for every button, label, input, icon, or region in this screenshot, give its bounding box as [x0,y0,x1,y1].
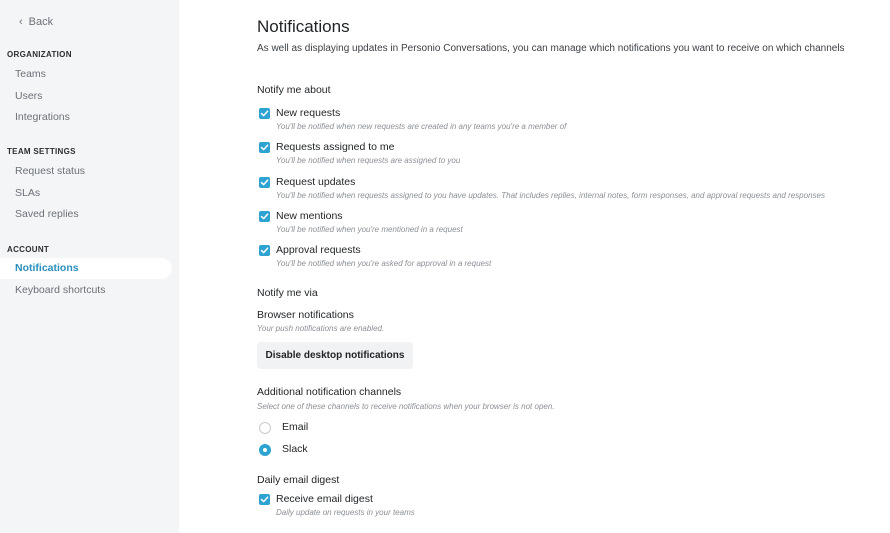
sidebar-item-users[interactable]: Users [15,90,43,102]
check-icon [260,212,269,221]
browser-notifications-title: Browser notifications [257,309,354,321]
check-icon [260,109,269,118]
new-requests-label: New requests [276,107,341,119]
back-link[interactable] [19,16,53,28]
slack-radio[interactable] [259,444,271,456]
sidebar-item-teams[interactable]: Teams [15,68,46,80]
notify-via-title: Notify me via [257,287,318,299]
approval-requests-help: You'll be notified when you're asked for approval in a request [276,259,492,268]
check-icon [260,143,269,152]
email-digest-checkbox[interactable] [259,494,270,505]
check-icon [260,178,269,187]
section-account-label: ACCOUNT [7,245,50,254]
email-radio-label: Email [282,421,309,433]
daily-digest-title: Daily email digest [257,474,340,486]
check-icon [260,246,269,255]
page-title: Notifications [257,17,350,36]
additional-channels-title: Additional notification channels [257,386,402,398]
chevron-left-icon: ‹ [19,15,23,28]
new-mentions-checkbox[interactable] [259,211,270,222]
requests-assigned-help: You'll be notified when requests are assigned to you [276,156,461,165]
requests-assigned-label: Requests assigned to me [276,141,395,153]
email-digest-label: Receive email digest [276,493,373,505]
new-mentions-label: New mentions [276,210,343,222]
sidebar-item-notifications-label: Notifications [15,262,79,274]
sidebar-item-keyboard-shortcuts[interactable]: Keyboard shortcuts [15,284,106,296]
sidebar-item-request-status[interactable]: Request status [15,165,86,177]
slack-radio-label: Slack [282,443,308,455]
request-updates-help: You'll be notified when requests assigned to you have updates. That includes replies, internal notes, form responses, and approval requests and responses [276,191,825,200]
back-label: Back [28,16,54,28]
section-organization-label: ORGANIZATION [7,50,72,59]
new-requests-checkbox[interactable] [259,108,270,119]
sidebar-item-saved-replies[interactable]: Saved replies [15,208,79,220]
page-subtitle: As well as displaying updates in Personio Conversations, you can manage which notifications you want to receive on which channels [257,43,845,54]
notify-about-title: Notify me about [257,84,331,96]
disable-desktop-notifications-button[interactable]: Disable desktop notifications [257,342,413,369]
new-requests-help: You'll be notified when new requests are created in any teams you're a member of [276,122,567,131]
approval-requests-label: Approval requests [276,244,361,256]
email-digest-help: Daily update on requests in your teams [276,508,415,517]
check-icon [260,495,269,504]
sidebar-item-slas[interactable]: SLAs [15,187,41,199]
section-team-settings-label: TEAM SETTINGS [7,147,76,156]
requests-assigned-checkbox[interactable] [259,142,270,153]
sidebar-item-notifications[interactable] [0,258,172,279]
new-mentions-help: You'll be notified when you're mentioned in a request [276,225,463,234]
approval-requests-checkbox[interactable] [259,245,270,256]
sidebar-item-integrations[interactable]: Integrations [15,111,70,123]
email-radio[interactable] [259,422,271,434]
additional-channels-help: Select one of these channels to receive notifications when your browser is not open. [257,402,555,411]
request-updates-label: Request updates [276,176,356,188]
sidebar [0,0,179,533]
browser-notifications-help: Your push notifications are enabled. [257,324,385,333]
request-updates-checkbox[interactable] [259,177,270,188]
